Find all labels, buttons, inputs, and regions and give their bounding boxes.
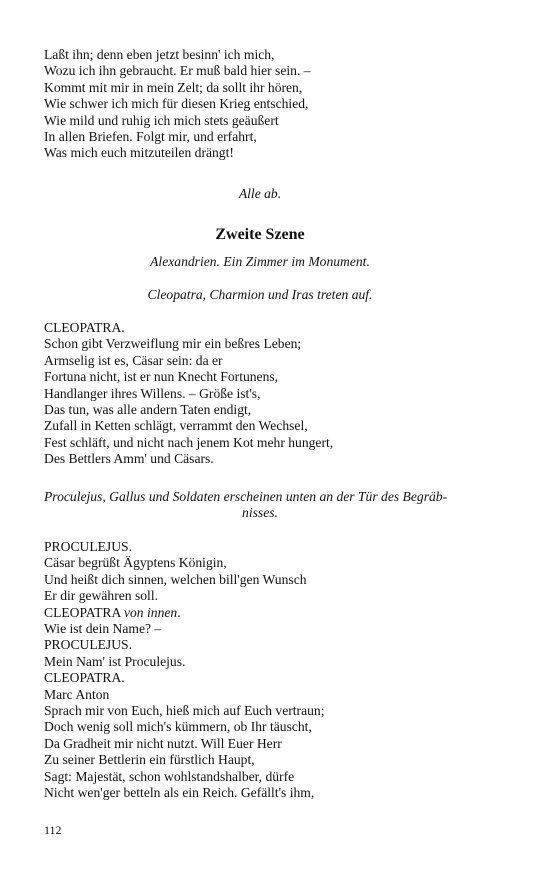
speaker-direction: von innen [123,604,178,620]
exit-direction: Alle ab. [238,186,282,201]
verse-line: Wie mild und ruhig ich mich stets geäußert [44,112,279,128]
verse-line: Zufall in Ketten schlägt, verrammt den Wechsel, [44,418,308,434]
dialogue-block [44,539,514,802]
speaker-punctuation: . [177,604,181,620]
speaker-name: PROCULEJUS. [44,539,133,554]
verse-line: Marc Anton [44,686,110,702]
verse-line: Kommt mit mir in mein Zelt; da sollt ihr hören, [44,79,303,95]
speaker-name: PROCULEJUS. [44,637,133,653]
verse-line: Sprach mir von Euch, hieß mich auf Euch vertraun; [44,703,325,719]
verse-line: Schon gibt Verzweiflung mir ein beßres Leben; [44,336,302,352]
stage-direction-line: nisses. [242,505,278,521]
verse-line: In allen Briefen. Folgt mir, und erfahrt, [44,129,257,145]
cleopatra-speech [44,320,514,468]
scene-title: Zweite Szene [215,226,305,243]
verse-line: Cäsar begrüßt Ägyptens Königin, [44,555,227,571]
page-number: 112 [44,823,62,837]
verse-line: Wie schwer ich mich für diesen Krieg entschied, [44,96,309,112]
verse-line: Fortuna nicht, ist er nun Knecht Fortunens, [44,369,279,385]
verse-line: Und heißt dich sinnen, welchen bill'gen Wunsch [44,571,307,587]
stage-direction [44,489,514,522]
verse-line: Was mich euch mitzuteilen drängt! [44,145,234,161]
verse-line: Sagt: Majestät, schon wohlstandshalber, dürfe [44,768,295,784]
speaker-name: CLEOPATRA [44,604,121,620]
verse-line: Armselig ist es, Cäsar sein: da er [44,352,223,368]
verse-block-top [44,47,514,162]
verse-line: Das tun, was alle andern Taten endigt, [44,402,252,418]
verse-line: Laßt ihn; denn eben jetzt besinn' ich mich, [44,47,275,62]
scene-location: Alexandrien. Ein Zimmer im Monument. [150,254,370,269]
verse-line: Er dir gewähren soll. [44,588,159,604]
verse-line: Wie ist dein Name? – [44,621,162,637]
verse-line: Doch wenig soll mich's kümmern, ob Ihr täuscht, [44,719,312,735]
verse-line: Fest schläft, und nicht nach jenem Kot mehr hungert, [44,434,334,450]
verse-line: Nicht wen'ger betteln als ein Reich. Gefällt's ihm, [44,785,315,801]
speaker-name: CLEOPATRA. [44,320,125,335]
speaker-name: CLEOPATRA. [44,670,125,686]
verse-line: Des Bettlers Amm' und Cäsars. [44,451,214,467]
stage-direction-line: Proculejus, Gallus und Soldaten erscheinen unten an der Tür des Begräb- [44,489,448,504]
verse-line: Handlanger ihres Willens. – Größe ist's, [44,385,261,401]
verse-line: Wozu ich ihn gebraucht. Er muß bald hier sein. – [44,63,311,79]
speaker-line [44,605,514,621]
verse-line: Zu seiner Bettlerin ein fürstlich Haupt, [44,752,255,768]
scene-entrance: Cleopatra, Charmion und Iras treten auf. [147,287,373,302]
verse-line: Da Gradheit mir nicht nutzt. Will Euer Herr [44,735,282,751]
verse-line: Mein Nam' ist Proculejus. [44,653,186,669]
